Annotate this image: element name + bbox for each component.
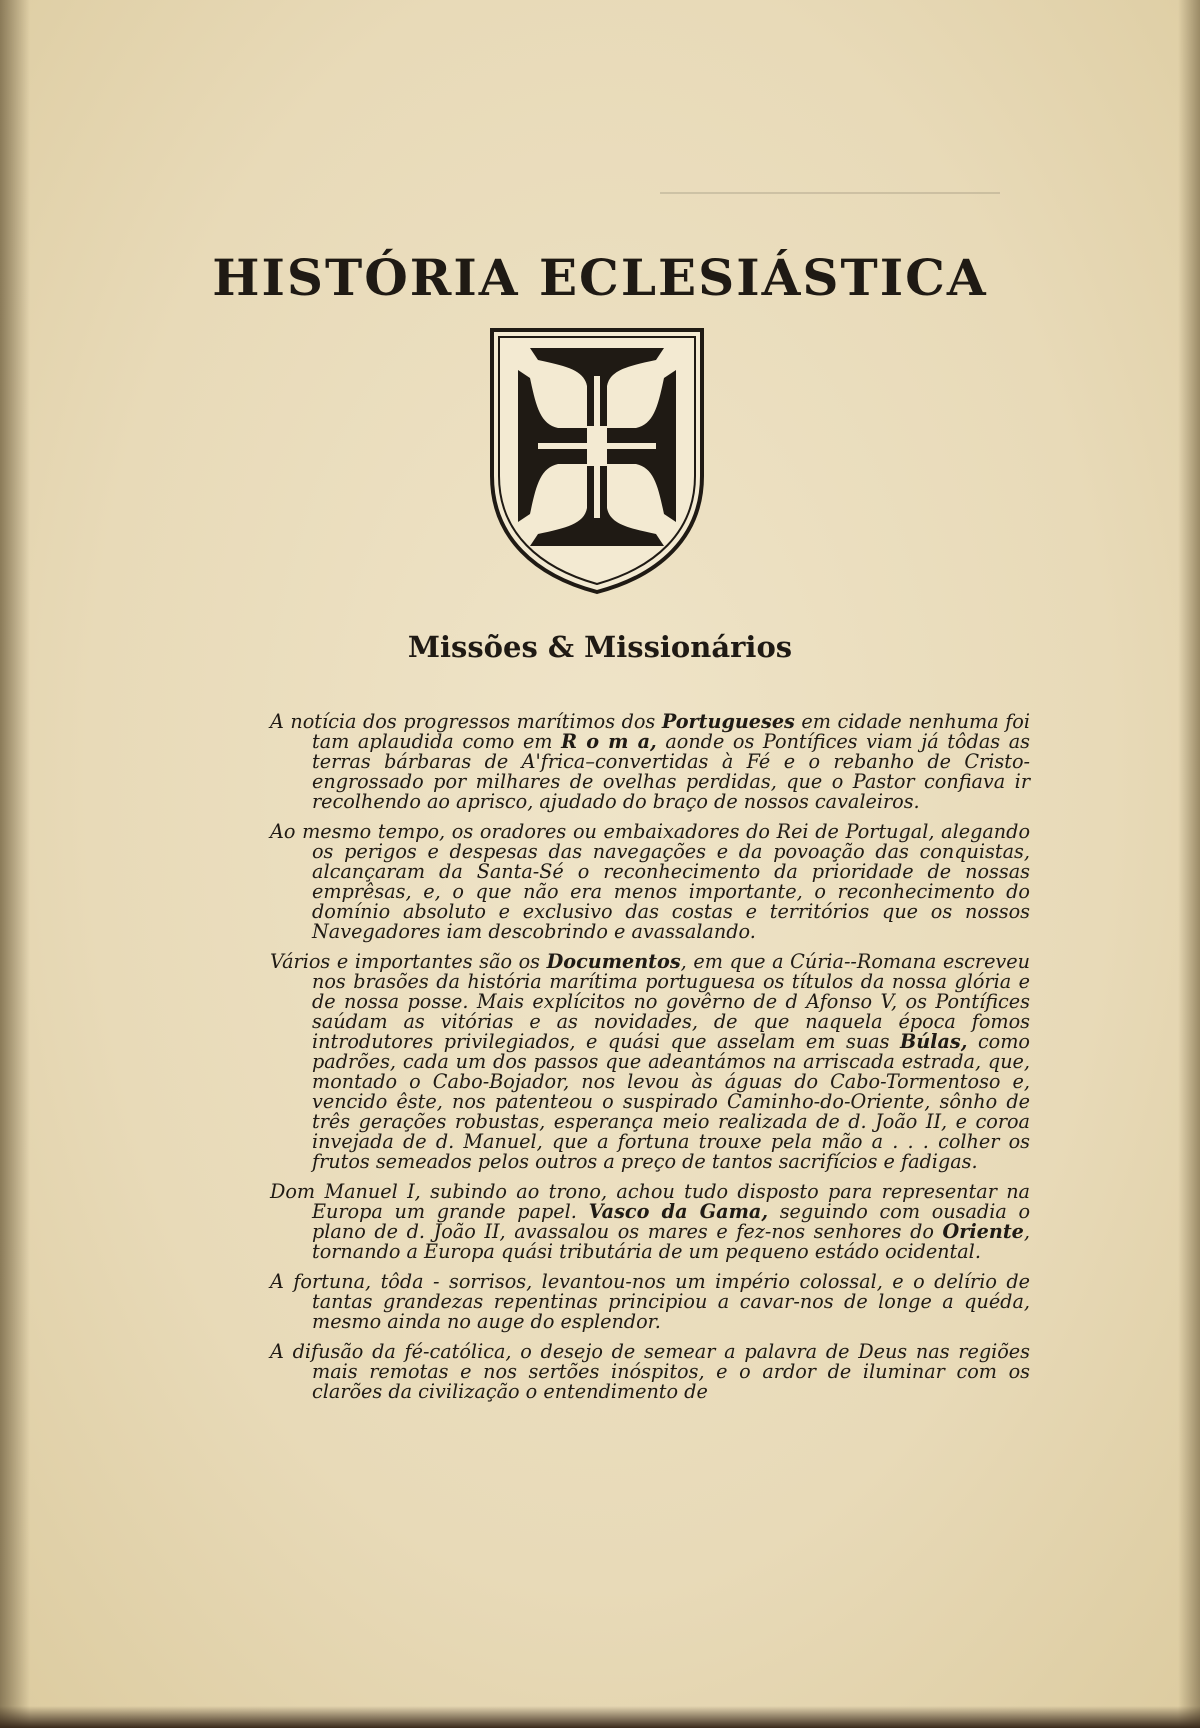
paragraph	[270, 952, 1030, 1172]
emphasized-text: Búlas,	[900, 1030, 968, 1053]
cross-of-christ-shield-icon	[488, 326, 706, 596]
text-run: aonde os Pontífices viam já tôdas as terras bárbaras de A'frica–convertidas à Fé e o rebanho de Cristo- engrossado por milhares de ovelhas perdidas, que o Pastor confiava ir recolhendo ao aprisco, ajudado do braço de nossos cavaleiros.	[312, 730, 1030, 813]
text-run: , em que a Cúria--Romana escreveu nos brasões da história marítima portuguesa os títulos da nossa glória e de nossa posse. Mais explícitos no govêrno de d Afonso V, os Pontífices saúdam as vitórias e as novidades, de que naquela época fomos introdutores privilegiados, e quási que asselam em suas	[312, 950, 1030, 1053]
paragraph	[270, 1182, 1030, 1262]
page-bottom-edge	[0, 1706, 1200, 1728]
emphasized-text: Documentos	[546, 950, 681, 973]
text-run: , tornando a Europa quási tributária de um pequeno estádo ocidental.	[312, 1220, 1030, 1263]
page-edge	[1178, 0, 1200, 1728]
bleed-through-rule	[660, 192, 1000, 194]
emphasized-text: R o m a,	[561, 730, 657, 753]
text-run: em cidade nenhuma foi tam aplaudida como em	[312, 710, 1030, 753]
paragraph	[270, 712, 1030, 812]
text-run: como padrões, cada um dos passos que adeantámos na arriscada estrada, que, montado o Cabo-Bojador, nos levou às águas do Cabo-Tormentoso e, vencido êste, nos patenteou o suspirado Caminho-do-Oriente, sônho de três gerações robustas, esperança meio realizada de d. João II, e coroa invejada de d. Manuel, que a fortuna trouxe pela mão a . . . colher os frutos semeados pelos outros a preço de tantos sacrifícios e fadigas.	[312, 1030, 1030, 1173]
paragraph	[270, 1342, 1030, 1402]
text-run: Vários e importantes são os	[270, 950, 547, 973]
emphasized-text: Oriente	[942, 1220, 1024, 1243]
binding-shadow	[0, 0, 30, 1728]
paragraph	[270, 822, 1030, 942]
text-run: A notícia dos progressos marítimos dos	[270, 710, 662, 733]
text-run: Dom Manuel I, subindo ao trono, achou tudo disposto para representar na Europa um grande papel.	[270, 1180, 1030, 1223]
section-subtitle: Missões & Missionários	[407, 630, 793, 664]
article-body	[270, 712, 1030, 1412]
emphasized-text: Portugueses	[661, 710, 795, 733]
text-run: Ao mesmo tempo, os oradores ou embaixadores do Rei de Portugal, alegando os perigos e despesas das navegações e da povoação das conquistas, alcançaram da Santa-Sé o reconhecimento da prioridade de nossas emprêsas, e, o que não era menos importante, o reconhecimento do domínio absoluto e exclusivo das costas e territórios que os nossos Navegadores iam descobrindo e avassalando.	[270, 820, 1030, 943]
paragraph	[270, 1272, 1030, 1332]
text-run: seguindo com ousadia o plano de d. João II, avassalou os mares e fez-nos senhores do	[312, 1200, 1030, 1243]
text-run: A fortuna, tôda - sorrisos, levantou-nos um império colossal, e o delírio de tantas grandezas repentinas principiou a cavar-nos de longe a quéda, mesmo ainda no auge do esplendor.	[270, 1270, 1030, 1333]
emphasized-text: Vasco da Gama,	[588, 1200, 769, 1223]
page-title: HISTÓRIA ECLESIÁSTICA	[212, 248, 988, 307]
text-run: A difusão da fé-católica, o desejo de semear a palavra de Deus nas regiões mais remotas e nos sertões inóspitos, e o ardor de iluminar com os clarões da civilização o entendimento de	[270, 1340, 1030, 1403]
